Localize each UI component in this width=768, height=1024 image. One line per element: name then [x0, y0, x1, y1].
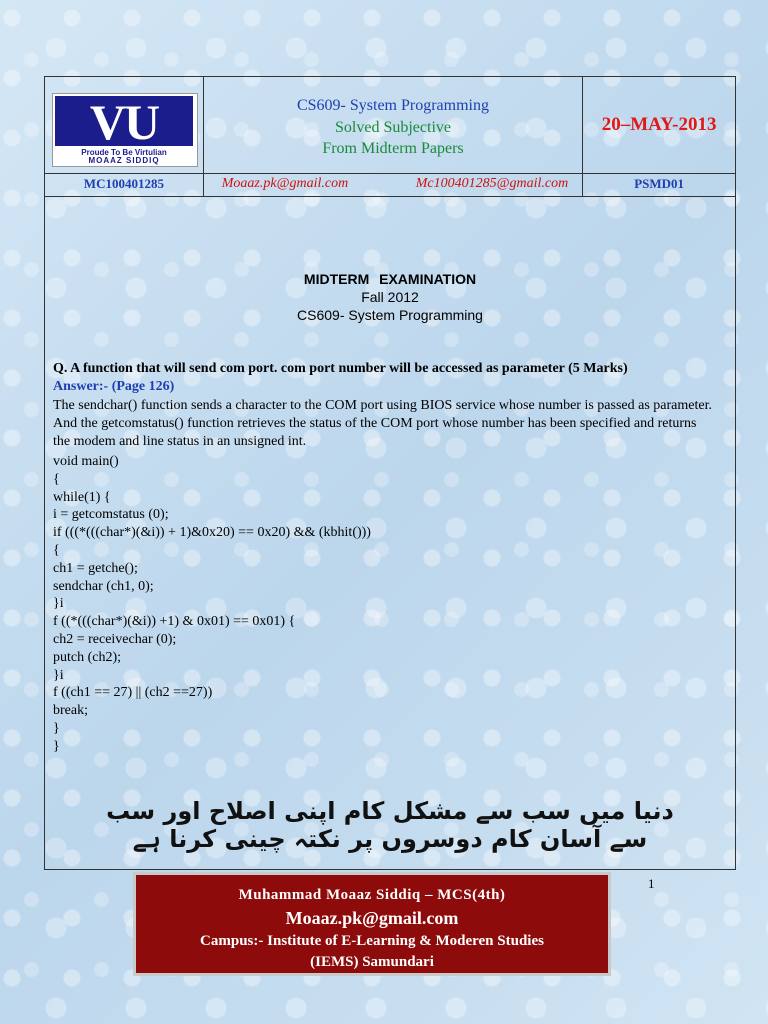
logo-name: MOAAZ SIDDIQ — [88, 156, 160, 165]
urdu-quote: دنیا میں سب سے مشکل کام اپنی اصلاح اور سب سے آسان کام دوسروں پر نکتہ چینی کرنا ہے — [106, 797, 674, 853]
footer-email[interactable]: Moaaz.pk@gmail.com — [285, 908, 459, 928]
title-cell — [204, 77, 583, 173]
course-title: CS609- System Programming — [296, 97, 489, 114]
code-line: putch (ch2); — [53, 649, 122, 665]
question-text: Q. A function that will send com port. com port number will be accessed as parameter (5 Marks) — [53, 361, 628, 376]
student-id: MC100401285 — [45, 173, 204, 196]
document-date: 20–MAY-2013 — [601, 114, 717, 135]
footer-campus: Campus:- Institute of E-Learning & Moderen Studies — [200, 933, 544, 949]
code-line: } — [53, 738, 60, 754]
email-cell — [204, 173, 583, 196]
subtitle-solved: Solved Subjective — [335, 119, 451, 136]
code-line: break; — [53, 703, 88, 719]
footer-campus-short: (IEMS) Samundari — [310, 954, 434, 970]
code-line: ch1 = getche(); — [53, 560, 138, 576]
exam-course: CS609- System Programming — [297, 307, 483, 323]
exam-term: Fall 2012 — [361, 289, 419, 305]
code-line: void main() — [53, 454, 119, 469]
logo-tagline: Proude To Be Virtulian — [81, 148, 167, 157]
code-line: f ((*(((char*)(&i)) +1) & 0x01) == 0x01) { — [53, 614, 296, 630]
code-line: }i — [53, 667, 64, 683]
page-number: 1 — [648, 876, 655, 891]
answer-paragraph: The sendchar() function sends a character to the COM port using BIOS service whose number is passed as parameter. And the getcomstatus() function retrieves the status of the COM port whose number has been specified and returns the modem and line status in an unsigned int. — [53, 398, 712, 449]
code-line: while(1) { — [53, 489, 111, 505]
code-line: ch2 = receivechar (0); — [53, 631, 177, 647]
exam-heading: MIDTERM EXAMINATION — [303, 271, 477, 287]
code-line: } — [53, 720, 60, 736]
header-row — [45, 77, 735, 174]
answer-label: Answer:- (Page 126) — [53, 379, 175, 394]
code-line: f ((ch1 == 27) || (ch2 ==27)) — [53, 685, 213, 701]
date-cell — [583, 77, 735, 173]
logo-cell — [45, 77, 204, 173]
code-line: { — [53, 542, 60, 558]
code-line: }i — [53, 596, 64, 612]
footer-author: Muhammad Moaaz Siddiq – MCS(4th) — [238, 887, 506, 903]
logo-letters: VU — [89, 94, 159, 150]
code-line: i = getcomstatus (0); — [53, 507, 169, 523]
vu-logo — [52, 93, 198, 167]
document-frame — [44, 76, 736, 870]
footer-banner — [133, 872, 611, 976]
info-row — [45, 173, 735, 197]
email-link-secondary[interactable]: Mc100401285@gmail.com — [415, 176, 569, 191]
code-line: sendchar (ch1, 0); — [53, 578, 154, 594]
code-block — [53, 453, 713, 756]
logo-mark — [55, 94, 193, 150]
subtitle-source: From Midterm Papers — [322, 140, 464, 157]
document-code: PSMD01 — [634, 176, 685, 191]
code-line: if (((*(((char*)(&i)) + 1)&0x20) == 0x20) && (kbhit())) — [53, 525, 371, 541]
email-link-primary[interactable]: Moaaz.pk@gmail.com — [221, 176, 349, 191]
code-line: { — [53, 471, 60, 487]
